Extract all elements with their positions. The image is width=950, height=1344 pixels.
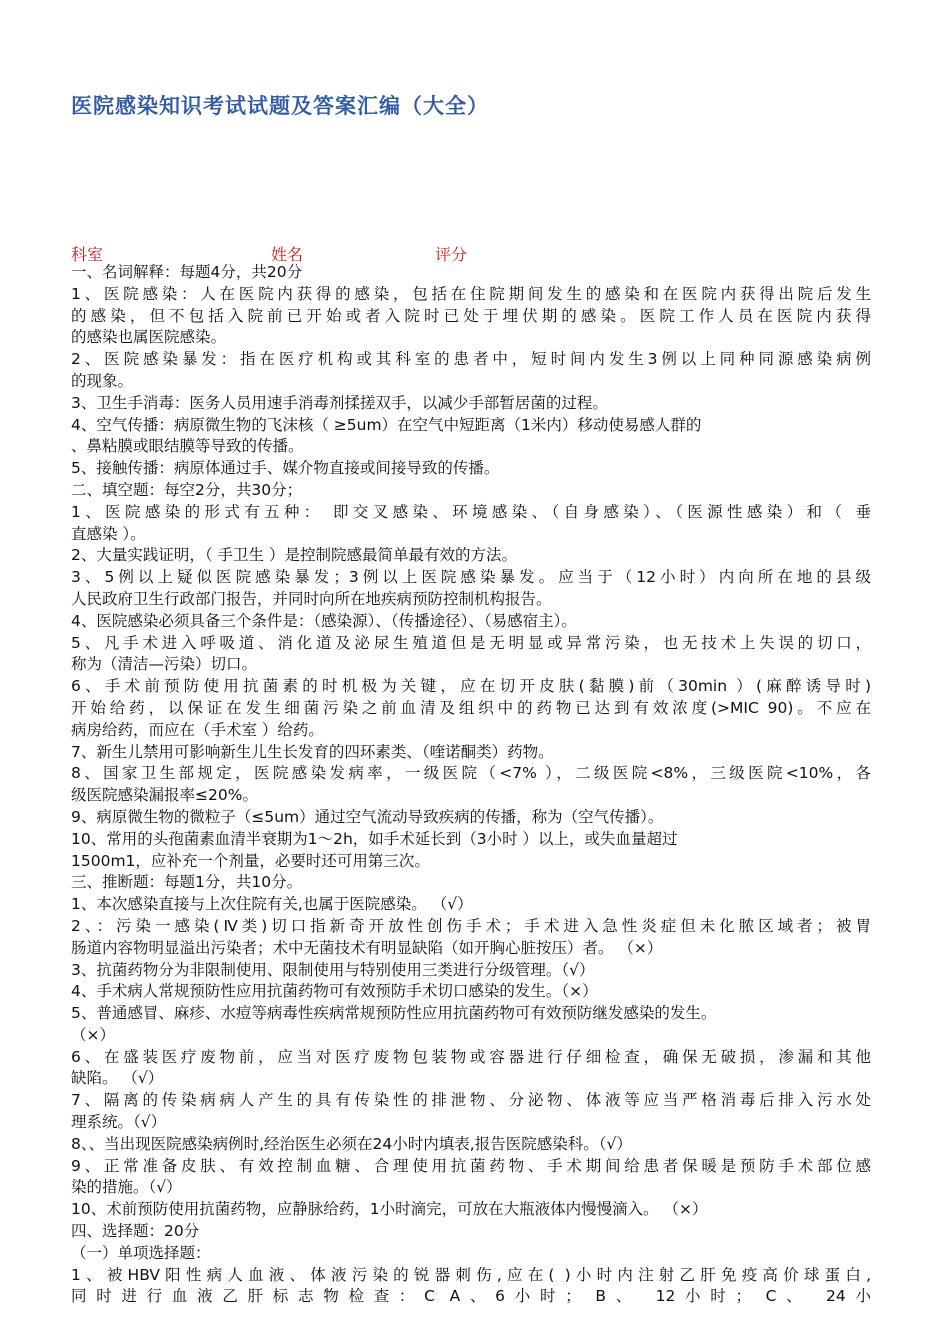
text-line: 9、病原微生物的微粒子（≤5um）通过空气流动导致疾病的传播，称为（空气传播）。 — [71, 807, 664, 826]
text-line: 6、手术前预防使用抗菌素的时机极为关键，应在切开皮肤(黏膜)前（30min ）(麻醉诱导时) — [71, 677, 871, 696]
text-line: 2、：污染一感染(Ⅳ类)切口指新奇开放性创伤手术；手术进入急性炎症但未化脓区域者；被胃 — [71, 916, 871, 935]
text-line: 5、接触传播：病原体通过手、媒介物直接或间接导致的传播。 — [71, 459, 500, 478]
text-line: 1、被HBV阳性病人血液、体液污染的锐器刺伤,应在( )小时内注射乙肝免疫高价球蛋白, — [71, 1265, 871, 1284]
text-line: 四、选择题：20分 — [71, 1222, 200, 1241]
text-line: 8、、当出现医院感染病例时,经治医生必须在24小时内填表,报告医院感染科。（√） — [71, 1134, 632, 1153]
text-line: 开始给药，以保证在发生细菌污染之前血清及组织中的药物已达到有效浓度(>MIC 90)。不应在 — [71, 698, 871, 717]
text-line: 4、手术病人常规预防性应用抗菌药物可有效预防手术切口感染的发生。（×） — [71, 982, 598, 1001]
text-line: 称为（清洁—污染）切口。 — [71, 655, 258, 674]
text-line: 的感染，但不包括入院前已开始或者入院时已处于埋伏期的感染。医院工作人员在医院内获得 — [71, 306, 871, 325]
text-line: 二、填空题：每空2分，共30分； — [71, 480, 303, 499]
text-line: 10、常用的头孢菌素血清半衰期为1～2h，如手术延长到（3小时 ）以上，或失血量超过 — [71, 829, 678, 848]
text-line: 8、国家卫生部规定，医院感染发病率，一级医院（<7% ），二级医院<8%，三级医院<10%，各 — [71, 764, 871, 783]
text-line: 5、普通感冒、麻疹、水痘等病毒性疾病常规预防性应用抗菌药物可有效预防继发感染的发生。 — [71, 1004, 717, 1023]
text-line: （一）单项选择题： — [71, 1243, 211, 1262]
text-line: 1、本次感染直接与上次住院有关,也属于医院感染。 （√） — [71, 895, 473, 914]
text-line: 病房给药，而应在（手术室 ）给药。 — [71, 720, 324, 739]
text-line: 人民政府卫生行政部门报告，并同时向所在地疾病预防控制机构报告。 — [71, 589, 552, 608]
text-line: 1500m1，应补充一个剂量，必要时还可用第三次。 — [71, 851, 430, 870]
text-line: 5、凡手术进入呼吸道、消化道及泌尿生殖道但是无明显或异常污染，也无技术上失误的切口， — [71, 633, 871, 652]
name-label: 姓名 — [271, 245, 304, 264]
text-line: 3、卫生手消毒：医务人员用速手消毒剂揉搓双手，以减少手部暂居菌的过程。 — [71, 393, 608, 412]
text-line: 6、在盛装医疗废物前，应当对医疗废物包装物或容器进行仔细检查，确保无破损，渗漏和其他 — [71, 1047, 871, 1066]
text-line: 的现象。 — [71, 371, 134, 390]
text-line: 的感染也属医院感染。 — [71, 328, 227, 347]
text-line: 9、正常准备皮肤、有效控制血糖、合理使用抗菌药物、手术期间给患者保暖是预防手术部位感 — [71, 1156, 871, 1175]
document-title: 医院感染知识考试试题及答案汇编（大全） — [71, 94, 489, 118]
text-line: 理系统。（√） — [71, 1113, 167, 1132]
text-line: 10、术前预防使用抗菌药物，应静脉给药，1小时滴完，可放在大瓶液体内慢慢滴入。 （×） — [71, 1200, 708, 1219]
text-line: 1、医院感染：人在医院内获得的感染，包括在住院期间发生的感染和在医院内获得出院后发生 — [71, 284, 871, 303]
text-line: 级医院感染漏报率≤20%。 — [71, 786, 258, 805]
text-line: 一、名词解释：每题4分，共20分 — [71, 263, 303, 281]
text-line: 7、新生儿禁用可影响新生儿生长发育的四环素类、（喹诺酮类）药物。 — [71, 742, 554, 761]
text-line: 三、推断题：每题1分，共10分。 — [71, 873, 303, 892]
text-line: 染的措施。（√） — [71, 1178, 182, 1197]
text-line: 缺陷。 （√） — [71, 1069, 164, 1088]
text-line: 3、5例以上疑似医院感染暴发；3例以上医院感染暴发。应当于（12小时）内向所在地的县级 — [71, 568, 871, 587]
exam-body — [71, 262, 871, 1308]
text-line: 1、医院感染的形式有五种： 即交叉感染、环境感染、（自身感染）、（医源性感染）和（ 垂 — [71, 502, 871, 521]
text-line: 同时进行血液乙肝标志物检查：C A、6小时； B、 12小时； C、 24小 — [71, 1287, 871, 1306]
score-label: 评分 — [435, 245, 468, 264]
text-line: 2、医院感染暴发：指在医疗机构或其科室的患者中，短时间内发生3例以上同种同源感染病例 — [71, 350, 871, 369]
dept-label: 科室 — [71, 245, 104, 264]
text-line: 7、隔离的传染病病人产生的具有传染性的排泄物、分泌物、体液等应当严格消毒后排入污水处 — [71, 1091, 871, 1110]
text-line: 2、大量实践证明，（ 手卫生 ）是控制院感最简单最有效的方法。 — [71, 546, 517, 565]
text-line: 、鼻粘膜或眼结膜等导致的传播。 — [71, 437, 304, 456]
text-line: （×） — [71, 1025, 115, 1044]
text-line: 肠道内容物明显溢出污染者；术中无菌技术有明显缺陷（如开胸心脏按压）者。 （×） — [71, 938, 663, 957]
text-line: 3、抗菌药物分为非限制使用、限制使用与特别使用三类进行分级管理。（√） — [71, 960, 595, 979]
text-line: 4、空气传播：病原微生物的飞沫核（ ≥5um）在空气中短距离（1米内）移动使易感人群的 — [71, 415, 702, 434]
text-line: 直感染 ）。 — [71, 524, 146, 543]
text-line: 4、医院感染必须具备三个条件是：（感染源）、（传播途径）、（易感宿主）。 — [71, 611, 577, 630]
